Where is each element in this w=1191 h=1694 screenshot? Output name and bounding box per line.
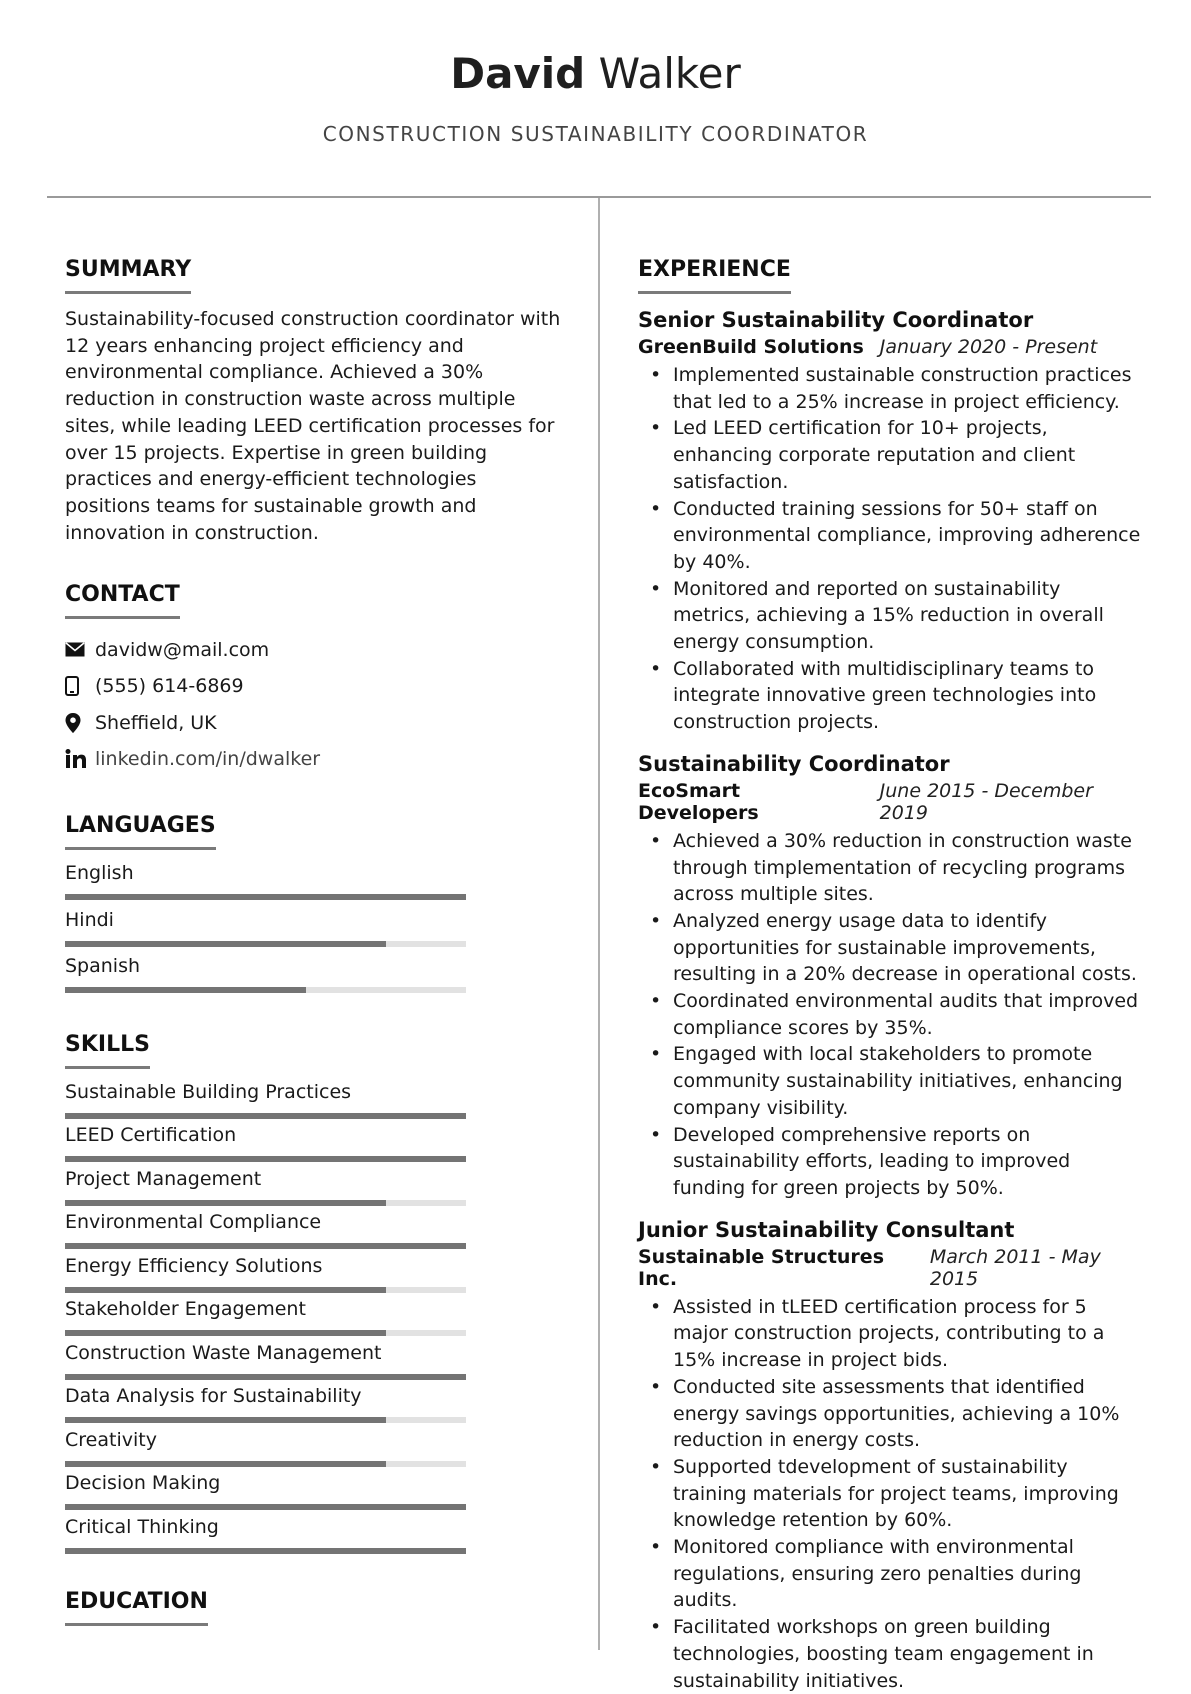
bullet-dot-icon: • xyxy=(650,497,662,520)
skill-item xyxy=(65,1253,565,1297)
skill-level-bar xyxy=(65,1374,466,1380)
skill-item xyxy=(65,1079,565,1123)
skill-name: Decision Making xyxy=(65,1472,221,1495)
bullet-dot-icon: • xyxy=(650,1616,662,1639)
skill-name: Critical Thinking xyxy=(65,1515,219,1538)
job-bullet xyxy=(638,1122,1143,1202)
bullet-text: Facilitated workshops on green building technologies, boosting team engagement in sustainability initiatives. xyxy=(673,1616,1094,1692)
contact-linkedin-text: linkedin.com/in/dwalker xyxy=(95,748,321,771)
skill-level-bar xyxy=(65,1287,466,1293)
location-pin-icon xyxy=(65,713,95,733)
language-level-bar xyxy=(65,894,466,900)
language-level-fill xyxy=(65,941,386,947)
skill-name: Construction Waste Management xyxy=(65,1341,382,1364)
job-meta xyxy=(638,1246,1143,1290)
bullet-dot-icon: • xyxy=(650,1295,662,1318)
skill-name: Data Analysis for Sustainability xyxy=(65,1385,362,1408)
contact-section xyxy=(65,580,565,777)
education-heading: EDUCATION xyxy=(65,1587,208,1626)
skill-level-fill xyxy=(65,1374,466,1380)
job-bullet xyxy=(638,988,1143,1041)
job-title: Junior Sustainability Consultant xyxy=(638,1217,1015,1242)
column-divider xyxy=(598,198,600,1650)
job-bullet xyxy=(638,1534,1143,1614)
resume-header xyxy=(0,0,1191,146)
language-name: English xyxy=(65,862,134,885)
skill-item xyxy=(65,1470,565,1514)
skill-item xyxy=(65,1209,565,1253)
languages-list xyxy=(65,860,565,1000)
phone-icon xyxy=(65,676,95,696)
job-bullet xyxy=(638,1374,1143,1454)
skill-level-bar xyxy=(65,1156,466,1162)
bullet-dot-icon: • xyxy=(650,990,662,1013)
summary-text: Sustainability-focused construction coordinator with 12 years enhancing project efficiency and environmental compliance. Achieved a 30% reduction in construction waste across multiple sites, while leading LEED certification processes for over 15 projects. Expertise in green building practices and energy-efficient technologies positions teams for sustainable growth and innovation in construction. xyxy=(65,308,561,544)
language-level-bar xyxy=(65,987,466,993)
bullet-text: Achieved a 30% reduction in construction waste through timplementation of recycling programs across multiple sites. xyxy=(673,829,1132,906)
job-bullet xyxy=(638,828,1143,908)
skill-level-bar xyxy=(65,1548,466,1554)
contact-linkedin[interactable] xyxy=(65,741,565,778)
language-name: Spanish xyxy=(65,955,141,978)
skill-name: Project Management xyxy=(65,1167,262,1190)
experience-section xyxy=(638,255,1143,1694)
bullet-text: Coordinated environmental audits that improved compliance scores by 35%. xyxy=(673,990,1139,1039)
jobs-list xyxy=(638,306,1143,1694)
skill-level-fill xyxy=(65,1200,386,1206)
job-meta xyxy=(638,780,1143,824)
job-bullet xyxy=(638,1614,1143,1694)
skills-list xyxy=(65,1079,565,1558)
bullet-dot-icon: • xyxy=(650,1536,662,1559)
education-section xyxy=(65,1587,565,1626)
job-title: CONSTRUCTION SUSTAINABILITY COORDINATOR xyxy=(322,122,869,146)
bullet-dot-icon: • xyxy=(650,417,662,440)
skill-level-fill xyxy=(65,1243,466,1249)
language-item xyxy=(65,860,565,907)
last-name: Walker xyxy=(598,49,741,98)
skill-level-fill xyxy=(65,1113,466,1119)
job-bullet xyxy=(638,576,1143,656)
job-bullet xyxy=(638,1454,1143,1534)
skill-level-fill xyxy=(65,1504,466,1510)
contact-phone-text: (555) 614-6869 xyxy=(95,675,244,698)
skill-level-fill xyxy=(65,1417,386,1423)
skill-level-fill xyxy=(65,1461,386,1467)
job-bullets xyxy=(638,1294,1143,1694)
company-name: EcoSmart Developers xyxy=(638,779,759,824)
bullet-dot-icon: • xyxy=(650,364,662,386)
language-item xyxy=(65,953,565,1000)
bullet-dot-icon: • xyxy=(650,1455,662,1478)
bullet-dot-icon: • xyxy=(650,657,662,680)
skill-item xyxy=(65,1166,565,1210)
contact-email-text: davidw@mail.com xyxy=(95,638,270,661)
job-entry xyxy=(638,750,1143,1202)
summary-heading: SUMMARY xyxy=(65,255,191,294)
job-title: Sustainability Coordinator xyxy=(638,751,950,776)
contact-phone[interactable] xyxy=(65,668,565,705)
contact-location xyxy=(65,704,565,741)
skill-level-bar xyxy=(65,1504,466,1510)
language-level-fill xyxy=(65,894,466,900)
bullet-text: Developed comprehensive reports on sustainability efforts, leading to improved funding for green projects by 50%. xyxy=(673,1123,1071,1199)
skill-name: Sustainable Building Practices xyxy=(65,1080,352,1103)
contact-location-text: Sheffield, UK xyxy=(95,711,217,734)
job-dates: March 2011 - May 2015 xyxy=(929,1245,1101,1290)
skills-section xyxy=(65,1030,565,1558)
company-name: GreenBuild Solutions xyxy=(638,336,864,358)
skill-level-fill xyxy=(65,1548,466,1554)
right-column xyxy=(638,255,1143,1694)
skill-level-bar xyxy=(65,1243,466,1249)
job-bullet xyxy=(638,496,1143,576)
job-entry xyxy=(638,306,1143,736)
job-entry xyxy=(638,1216,1143,1694)
skill-level-fill xyxy=(65,1156,466,1162)
contact-email[interactable] xyxy=(65,631,565,668)
job-dates: January 2020 - Present xyxy=(879,336,1098,358)
skill-item xyxy=(65,1514,565,1558)
job-bullet xyxy=(638,656,1143,736)
language-level-fill xyxy=(65,987,306,993)
bullet-dot-icon: • xyxy=(650,1123,662,1146)
bullet-text: Conducted training sessions for 50+ staff on environmental compliance, improving adherence by 40%. xyxy=(673,497,1141,573)
first-name: David xyxy=(450,49,586,98)
languages-heading: LANGUAGES xyxy=(65,811,216,850)
job-title: Senior Sustainability Coordinator xyxy=(638,308,1034,332)
job-meta xyxy=(638,336,1143,358)
bullet-text: Implemented sustainable construction practices that led to a 25% increase in project efficiency. xyxy=(673,364,1132,413)
bullet-dot-icon: • xyxy=(650,577,662,600)
left-column xyxy=(65,255,565,1626)
bullet-text: Led LEED certification for 10+ projects, enhancing corporate reputation and client satisfaction. xyxy=(673,417,1076,493)
experience-heading: EXPERIENCE xyxy=(638,255,791,294)
skill-name: Stakeholder Engagement xyxy=(65,1298,306,1321)
skill-item xyxy=(65,1383,565,1427)
bullet-dot-icon: • xyxy=(650,1375,662,1398)
full-name xyxy=(0,48,1191,100)
job-bullet xyxy=(638,415,1143,495)
contact-list xyxy=(65,631,565,777)
skill-level-bar xyxy=(65,1417,466,1423)
skill-item xyxy=(65,1122,565,1166)
skill-item xyxy=(65,1340,565,1384)
bullet-text: Monitored and reported on sustainability metrics, achieving a 15% reduction in overall energy consumption. xyxy=(673,577,1104,654)
contact-heading: CONTACT xyxy=(65,580,180,619)
bullet-text: Analyzed energy usage data to identify opportunities for sustainable improvements, resulting in a 20% decrease in operational costs. xyxy=(673,909,1137,986)
skill-level-bar xyxy=(65,1200,466,1206)
skill-level-fill xyxy=(65,1287,386,1293)
bullet-dot-icon: • xyxy=(650,829,662,852)
language-item xyxy=(65,907,565,954)
envelope-icon xyxy=(65,642,95,657)
summary-section xyxy=(65,255,565,546)
bullet-text: Monitored compliance with environmental regulations, ensuring zero penalties during audits. xyxy=(673,1536,1082,1612)
skill-item xyxy=(65,1427,565,1471)
language-level-bar xyxy=(65,941,466,947)
skill-item xyxy=(65,1296,565,1340)
bullet-dot-icon: • xyxy=(650,1043,662,1066)
bullet-text: Conducted site assessments that identified energy savings opportunities, achieving a 10% reduction in energy costs. xyxy=(673,1375,1120,1452)
job-bullets xyxy=(638,828,1143,1202)
job-bullet xyxy=(638,908,1143,988)
bullet-text: Assisted in tLEED certification process for 5 major construction projects, contributing to a 15% increase in project bids. xyxy=(673,1295,1105,1372)
skill-level-fill xyxy=(65,1330,386,1336)
job-bullet xyxy=(638,1294,1143,1374)
skill-level-bar xyxy=(65,1330,466,1336)
skill-level-bar xyxy=(65,1461,466,1467)
language-name: Hindi xyxy=(65,908,114,931)
job-bullet xyxy=(638,1041,1143,1121)
job-bullet xyxy=(638,362,1143,415)
job-dates: June 2015 - December 2019 xyxy=(879,779,1093,824)
skill-name: Energy Efficiency Solutions xyxy=(65,1254,323,1277)
job-bullets xyxy=(638,362,1143,736)
skill-name: LEED Certification xyxy=(65,1124,237,1147)
bullet-text: Engaged with local stakeholders to promote community sustainability initiatives, enhancing company visibility. xyxy=(673,1043,1123,1119)
skill-name: Environmental Compliance xyxy=(65,1211,322,1234)
skill-name: Creativity xyxy=(65,1428,157,1451)
languages-section xyxy=(65,811,565,1000)
skill-level-bar xyxy=(65,1113,466,1119)
company-name: Sustainable Structures Inc. xyxy=(638,1245,884,1290)
bullet-text: Collaborated with multidisciplinary teams to integrate innovative green technologies into construction projects. xyxy=(673,657,1097,734)
skills-heading: SKILLS xyxy=(65,1030,150,1069)
bullet-text: Supported tdevelopment of sustainability training materials for project teams, improving knowledge retention by 60%. xyxy=(673,1455,1119,1532)
bullet-dot-icon: • xyxy=(650,909,662,932)
linkedin-icon xyxy=(65,749,95,769)
